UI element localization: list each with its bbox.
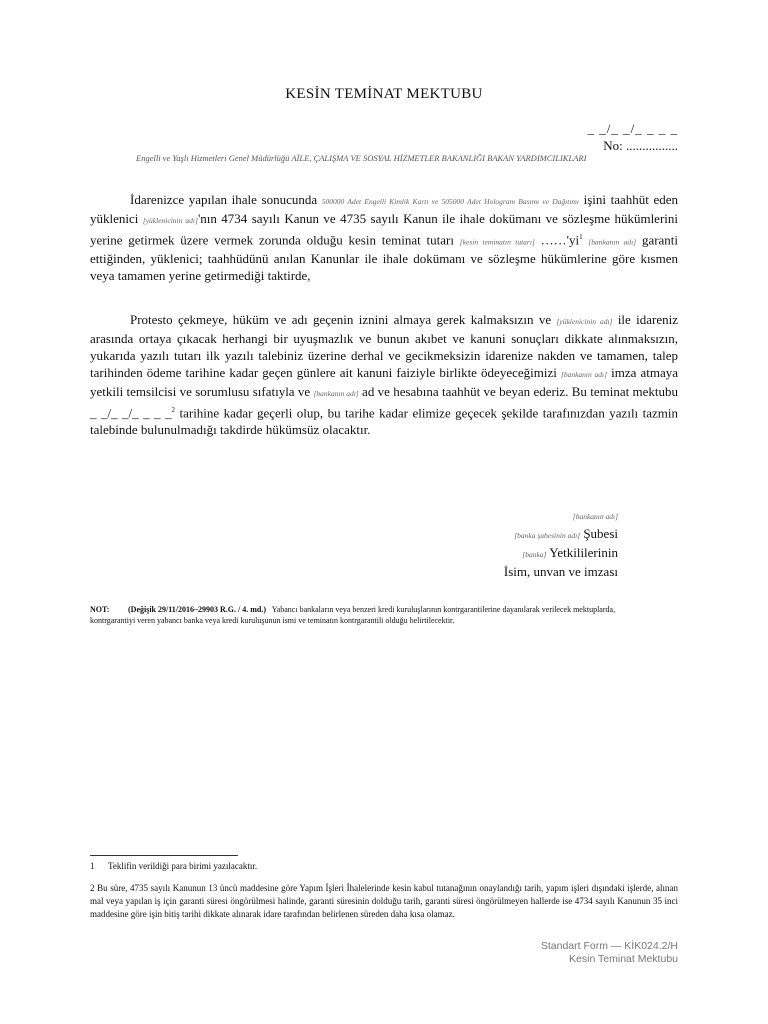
note-label: NOT:: [90, 605, 110, 614]
signature-branch-row: [418, 525, 618, 544]
note-amendment: (Değişik 29/11/2016–29903 R.G. / 4. md.): [128, 605, 267, 614]
footer: [541, 940, 678, 966]
p2-text-3: imza atmaya yetkili temsilcisi ve sorumlusu sıfatıyla ve: [90, 365, 678, 399]
p1-text-3: 'nın 4734 sayılı Kanun ve 4735 sayılı Kanun ile ihale dokümanı ve sözleşme hükümlerini yerine getirmek üzere vermek zorunda olduğu kesin teminat tutarı: [90, 211, 678, 248]
footer-form-code: Standart Form — KİK024.2/H: [540, 940, 678, 952]
letter-number: No: ................: [603, 138, 678, 153]
p1-text-2: işini taahhüt eden yüklenici: [90, 192, 679, 226]
p1-subject-placeholder: 500000 Adet Engelli Kimlik Kartı ve 505000 Adet Hologram Basımı ve Dağıtımı: [321, 197, 579, 206]
footnote-1-text: Teklifin verildiği para birimi yazılacaktır.: [108, 861, 258, 871]
paragraph-1: [90, 191, 678, 284]
p1-bank-placeholder: [bankanın adı]: [588, 237, 637, 247]
p1-text-5: garanti ettiğinden, yüklenici; taahhüdünü anılan Kanunlar ile ihale dokümanı ve sözleşme hükümlerine göre kısmen veya tamamen yerine getirmediği taktirde,: [90, 232, 679, 284]
paragraph-2: [90, 311, 678, 438]
signature-block: [418, 508, 618, 580]
p1-text-4: ……'yi: [540, 232, 580, 248]
signature-authorized-row: [418, 544, 618, 563]
footnote-2-text: Bu süre, 4735 sayılı Kanunun 13 üncü maddesine göre Yapım İşleri İhalelerinde kesin kabul tutanağının onaylandığı tarih, yapım işleri dışındaki işlerde, alınan mal veya yapılan iş için garanti süresi öngörülmesi halinde, garanti süresinin dolduğu tarih, garanti süresi öngörülmeyen hallerde ise 4734 sayılı Kanunun 35 inci maddesine göre işin bitiş tarihi dikkate alınarak idare tarafından belirlenen süreden daha kısa olamaz.: [90, 883, 678, 919]
footnote-ref-2: 2: [171, 406, 176, 414]
p2-text-5: tarihine kadar geçerli olup, bu tarihe kadar elimize geçecek şekilde tarafınızdan yazılı tazmin talebinde bulunulmadığı takdirde hükümsüz olacaktır.: [90, 405, 678, 438]
p2-text-4: ad ve hesabına taahhüt ve beyan ederiz. Bu teminat mektubu: [362, 384, 679, 399]
addressee-text: Engelli ve Yaşlı Hizmetleri Genel Müdürlüğü AİLE, ÇALIŞMA VE SOSYAL HİZMETLER BAKANLIĞI BAKAN YARDIMCILIKLARI: [136, 153, 587, 163]
signature-name-title: İsim, unvan ve imzası: [503, 564, 618, 579]
p2-contractor-placeholder: [yüklenicinin adı]: [556, 317, 613, 326]
date-placeholder: _ _/_ _/_ _ _ _: [587, 121, 678, 136]
footer-form-name: Kesin Teminat Mektubu: [569, 953, 678, 965]
addressee: [90, 152, 678, 165]
signature-branch-placeholder: [banka şubesinin adı]: [514, 531, 581, 540]
footnote-2-number: 2: [90, 883, 95, 893]
p2-bank-placeholder-2: [bankanın adı]: [313, 389, 359, 398]
p2-text-2: ile idareniz arasında ortaya çıkacak herhangi bir uyuşmazlık ve bunun akıbet ve kanuni sonuçları dikkate alınmaksızın, yukarıda yazılı tutarı ilk yazılı talebiniz üzerine derhal ve gecikmeksizin idarenize nakden ve tamamen, talep tarihinden ödeme tarihine kadar geçen günlere ait kanuni faiziyle birlikte ödeyeceğimizi: [90, 312, 678, 380]
p1-contractor-placeholder: [yüklenicinin adı]: [142, 216, 198, 225]
p2-text-1: Protesto çekmeye, hüküm ve adı geçenin iznini almaya gerek kalmaksızın ve: [130, 312, 552, 327]
p1-text-1: İdarenizce yapılan ihale sonucunda: [130, 192, 318, 207]
footnote-1-number: 1: [90, 861, 95, 871]
p2-date-placeholder: _ _/_ _/_ _ _ _: [90, 405, 172, 421]
document-title: KESİN TEMİNAT MEKTUBU: [285, 86, 483, 102]
signature-bank-short-placeholder: [banka]: [522, 550, 547, 559]
footnote-ref-1: 1: [579, 233, 583, 241]
signature-bank-placeholder: [bankanın adı]: [572, 512, 618, 521]
note-text: Yabancı bankaların veya benzeri kredi kuruluşlarının kontrgarantilerine dayanılarak verilecek mektuplarda, kontrgarantiyi veren yabancı banka veya kredi kuruluşunun ismi ve teminatın kontrgarantili olduğu belirtilecektir.: [90, 605, 616, 625]
footnote-1: [90, 860, 678, 873]
note: [90, 604, 650, 626]
footnote-separator: [90, 855, 238, 856]
signature-branch-label: Şubesi: [583, 526, 618, 541]
p1-amount-placeholder: [kesin teminatın tutarı]: [459, 237, 535, 247]
signature-authorized-label: Yetkililerinin: [549, 545, 618, 560]
footnote-2: [90, 882, 678, 921]
p2-bank-placeholder: [bankanın adı]: [560, 370, 607, 379]
